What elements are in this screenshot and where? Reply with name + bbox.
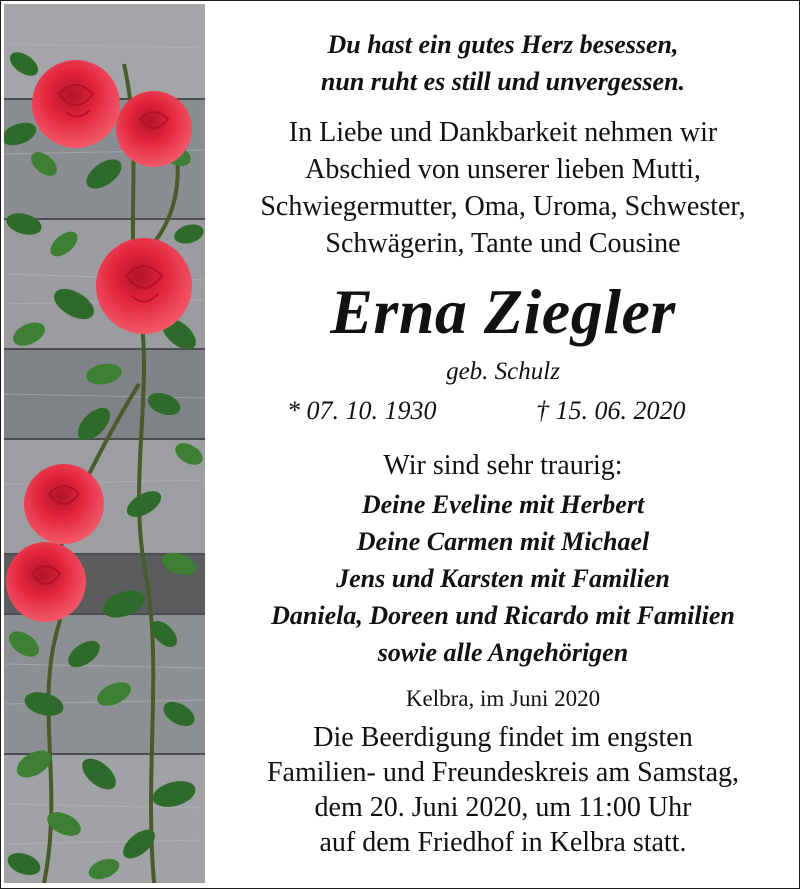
motto-line: nun ruht es still und unvergessen. <box>320 67 686 96</box>
birth-date: * 07. 10. 1930 <box>287 396 437 425</box>
mourner-line: sowie alle Angehörigen <box>377 638 629 667</box>
notice-text-column <box>210 0 796 889</box>
place-and-date: Kelbra, im Juni 2020 <box>405 686 601 711</box>
funeral-info-line: dem 20. Juni 2020, um 11:00 Uhr <box>314 792 692 823</box>
intro-line: Schwägerin, Tante und Cousine <box>325 228 681 259</box>
intro-line: Schwiegermutter, Oma, Uroma, Schwester, <box>260 191 746 222</box>
motto-line: Du hast ein gutes Herz besessen, <box>327 30 679 59</box>
life-dates <box>210 396 796 428</box>
mourner-line: Daniela, Doreen und Ricardo mit Familien <box>271 601 735 630</box>
mourner-line: Deine Carmen mit Michael <box>356 527 650 556</box>
funeral-info-line: auf dem Friedhof in Kelbra statt. <box>319 827 687 858</box>
roses-illustration <box>4 4 205 883</box>
intro-line: Abschied von unserer lieben Mutti, <box>305 154 701 185</box>
mourners-intro: Wir sind sehr traurig: <box>383 450 623 481</box>
mourner-line: Jens und Karsten mit Familien <box>336 564 670 593</box>
funeral-info-line: Die Beerdigung findet im engsten <box>313 722 693 753</box>
maiden-name: geb. Schulz <box>446 358 560 385</box>
intro-line: In Liebe und Dankbarkeit nehmen wir <box>288 117 718 148</box>
deceased-name: Erna Ziegler <box>330 276 676 347</box>
funeral-info-line: Familien- und Freundeskreis am Samstag, <box>266 757 740 788</box>
death-date: † 15. 06. 2020 <box>536 396 686 425</box>
climbing-roses-photo <box>4 4 205 883</box>
mourner-line: Deine Eveline mit Herbert <box>361 490 645 519</box>
